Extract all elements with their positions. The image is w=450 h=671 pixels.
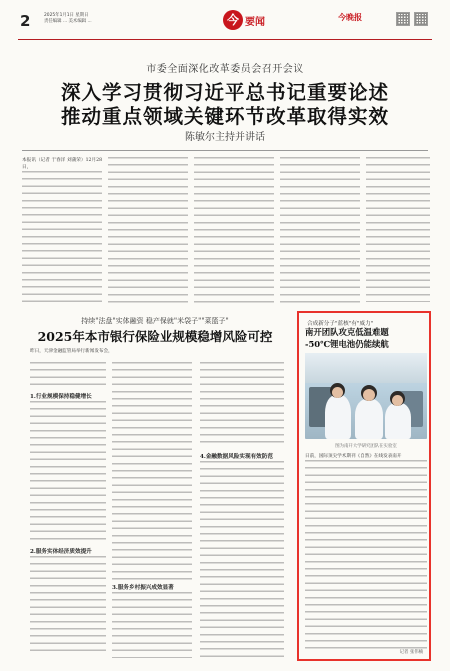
page-header [18, 6, 432, 40]
body-text-lines [22, 171, 102, 307]
researcher-face [332, 387, 343, 398]
article2-column-2a [112, 362, 192, 580]
article2-column-1b [30, 401, 106, 544]
article2-subhead-4: 4.金融数据风险实现有效防范 [200, 454, 273, 460]
lead-column-3 [194, 157, 274, 307]
article2-subhead-3: 3.服务乡村振兴成效显著 [112, 585, 174, 591]
article2-column-3a [200, 362, 284, 448]
panel-byline: 记者 张伟楠 [399, 650, 423, 655]
lab-photo [305, 353, 427, 439]
photo-caption: 图为南开大学研究团队在实验室 [335, 444, 397, 449]
divider [22, 150, 428, 151]
lab-shelf [305, 353, 427, 383]
article2-intro [30, 348, 280, 362]
issue-date: 2025年1月1日 星期日 [44, 13, 89, 18]
panel-kicker: 合成新分子"蓝核"有"威力" [307, 321, 374, 327]
lead-headline-line2: 推动重点领域关键环节改革取得实效 [60, 105, 389, 128]
lead-subline: 陈敏尔主持并讲话 [185, 132, 265, 143]
panel-first-line: 日前，国际顶尖学术期刊《自然》在线发表南开 [305, 454, 402, 459]
body-text-lines [200, 362, 284, 448]
brand-name: 今晚报 [338, 12, 362, 22]
lead-column-5 [366, 157, 430, 302]
article2-column-2b [112, 592, 192, 658]
section-name: 要闻 [245, 17, 265, 28]
qr-code-icon [396, 12, 410, 26]
article2-title: 2025年本市银行保险业规模稳增风险可控 [37, 329, 273, 344]
header-brand-area [338, 10, 428, 32]
researcher-figure [385, 403, 411, 439]
body-text-lines [30, 362, 106, 390]
researcher-face [392, 395, 403, 406]
article2-column-1a [30, 362, 106, 390]
lead-column-2 [108, 157, 188, 307]
issue-meta [44, 13, 164, 25]
researcher-figure [325, 395, 351, 439]
article2-subhead-2: 2.服务实体经济质效提升 [30, 549, 92, 555]
lead-kicker: 市委全面深化改革委员会召开会议 [146, 64, 304, 75]
body-text-lines [194, 157, 274, 307]
body-text-lines [30, 556, 106, 656]
body-text-lines [108, 157, 188, 307]
lead-column-4 [280, 157, 360, 307]
panel-title-line1: 南开团队攻克低温难题 [305, 327, 389, 337]
article2-column-1c [30, 556, 106, 656]
lead-first-line: 本报讯（记者 于春洋 刘蒲荣）12月28日， [22, 158, 102, 171]
highlighted-article-panel [297, 311, 431, 661]
lead-column-1 [22, 157, 102, 307]
article2-column-3b [200, 461, 284, 657]
panel-body [305, 453, 427, 655]
issue-editors: 责任编辑 ... 美术编辑 ... [44, 19, 92, 24]
article2-subhead-1: 1.行业规模保持稳健增长 [30, 394, 92, 400]
section-logo [223, 9, 271, 31]
body-text-lines [112, 362, 192, 580]
body-text-lines [280, 157, 360, 307]
body-text-lines [200, 461, 284, 657]
article2-first-line: 昨日，天津金融监管局举行新闻发布会， [30, 349, 113, 354]
body-text-lines [112, 592, 192, 658]
body-text-lines [366, 157, 430, 302]
article2-kicker: 持续"法盘"实体融资 稳产保就"米袋子""菜篮子" [81, 317, 229, 325]
lead-headline-line1: 深入学习贯彻习近平总书记重要论述 [60, 81, 389, 104]
panel-title-line2: -50℃锂电池仍能续航 [305, 339, 389, 349]
researcher-face [363, 389, 375, 401]
section-logo-icon: 今 [223, 10, 243, 30]
researcher-figure [355, 399, 383, 439]
body-text-lines [305, 460, 427, 650]
page-number: 2 [20, 12, 31, 30]
qr-code-icon [414, 12, 428, 26]
body-text-lines [30, 401, 106, 544]
